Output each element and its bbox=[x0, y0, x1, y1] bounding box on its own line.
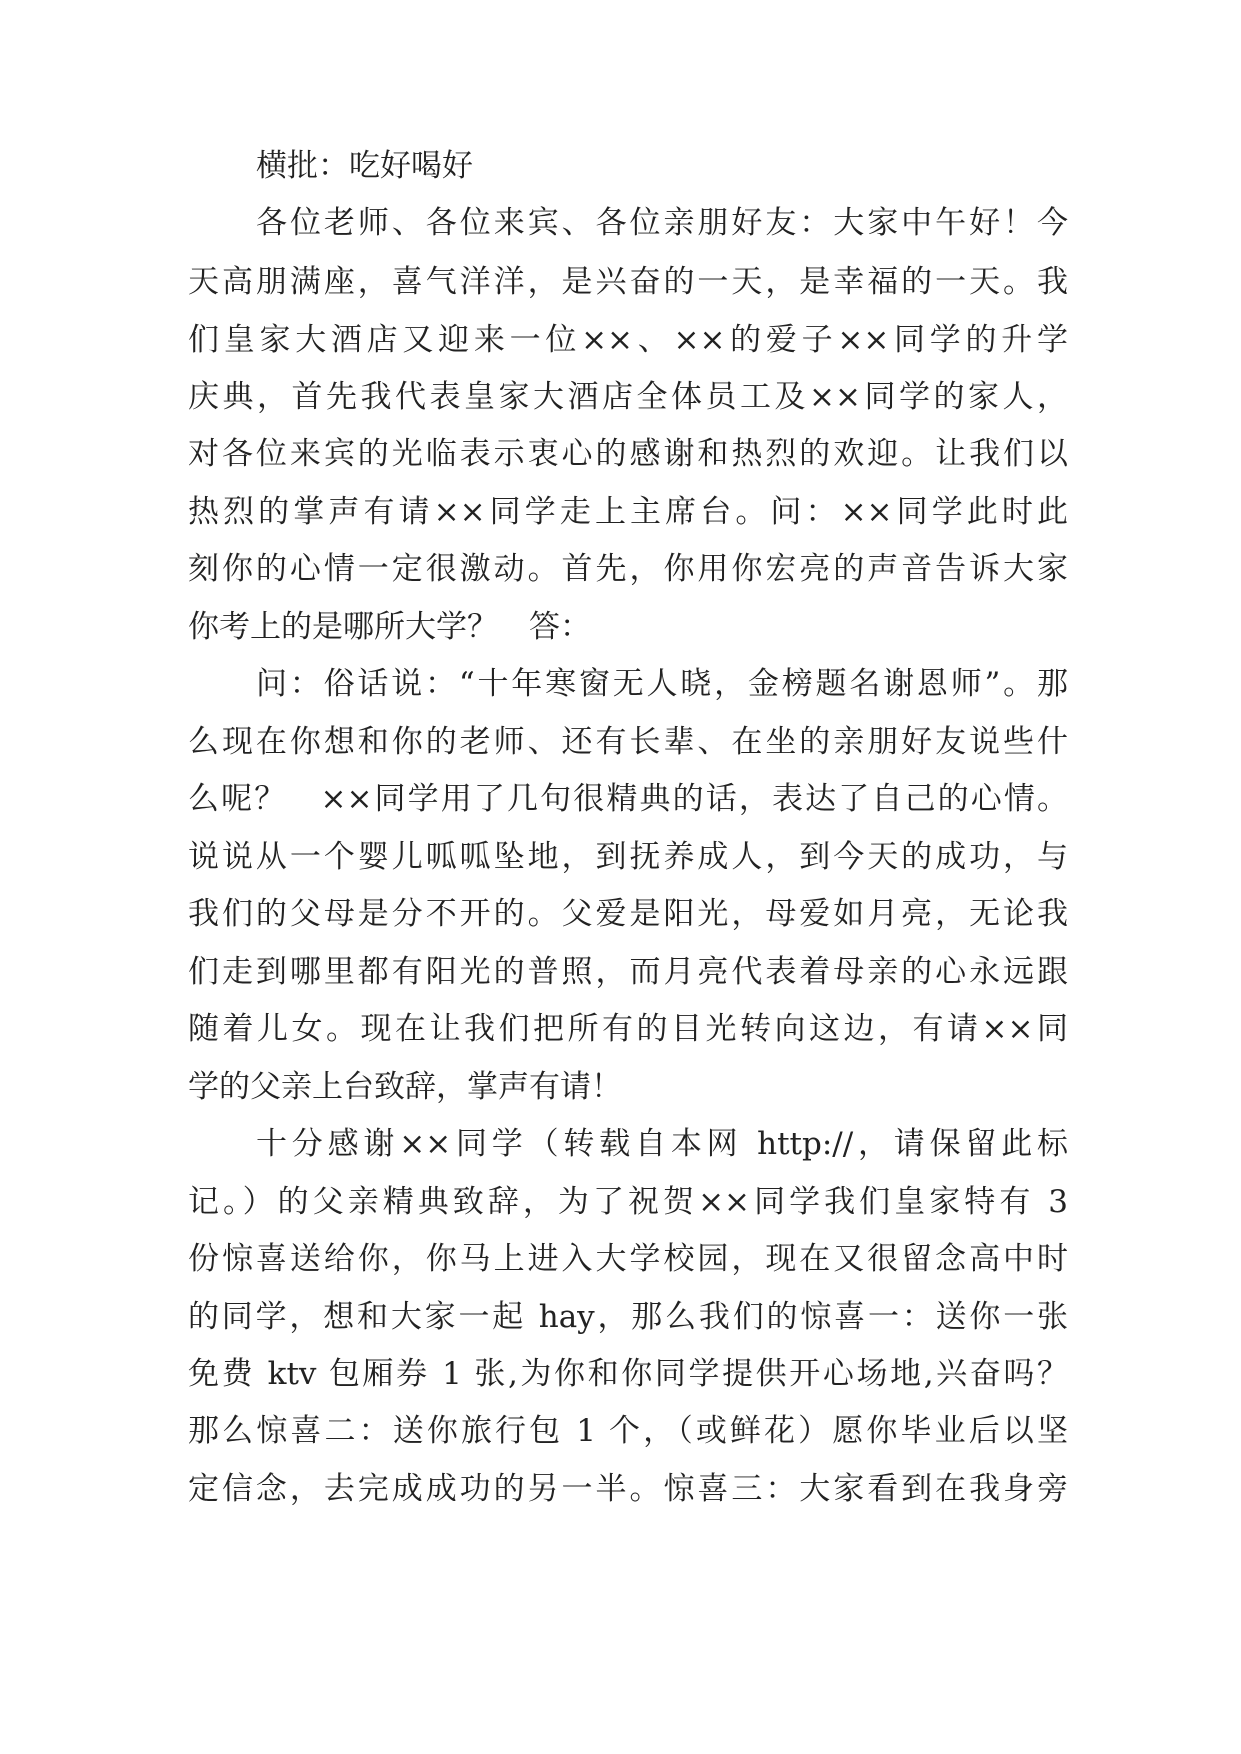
text-line: 们走到哪里都有阳光的普照，而月亮代表着母亲的心永远跟 bbox=[188, 954, 1068, 990]
text-line: 么现在你想和你的老师、还有长辈、在坐的亲朋好友说些什 bbox=[188, 724, 1068, 760]
text-line: 各位老师、各位来宾、各位亲朋好友：大家中午好！今 bbox=[256, 205, 1068, 241]
text-line: 份惊喜送给你，你马上进入大学校园，现在又很留念高中时 bbox=[188, 1241, 1068, 1277]
text-line: 庆典，首先我代表皇家大酒店全体员工及××同学的家人， bbox=[188, 379, 1068, 415]
text-line: 随着儿女。现在让我们把所有的目光转向这边，有请××同 bbox=[188, 1011, 1068, 1047]
text-line: 对各位来宾的光临表示衷心的感谢和热烈的欢迎。让我们以 bbox=[188, 436, 1068, 472]
text-line: 定信念，去完成成功的另一半。惊喜三：大家看到在我身旁 bbox=[188, 1471, 1068, 1507]
text-line: 的同学，想和大家一起 hay，那么我们的惊喜一：送你一张 bbox=[188, 1299, 1068, 1335]
text-line: 学的父亲上台致辞，掌声有请！ bbox=[188, 1069, 622, 1105]
text-line: 你考上的是哪所大学？ 答： bbox=[188, 609, 591, 645]
text-line: 问：俗话说：“十年寒窗无人晓，金榜题名谢恩师”。那 bbox=[256, 666, 1068, 702]
text-line: 十分感谢××同学（转载自本网 http://，请保留此标 bbox=[256, 1126, 1068, 1162]
text-line: 么呢？ ××同学用了几句很精典的话，表达了自己的心情。 bbox=[188, 781, 1068, 817]
text-line: 说说从一个婴儿呱呱坠地，到抚养成人，到今天的成功，与 bbox=[188, 839, 1068, 875]
text-line: 记。）的父亲精典致辞，为了祝贺××同学我们皇家特有 3 bbox=[188, 1184, 1068, 1220]
text-line: 们皇家大酒店又迎来一位××、××的爱子××同学的升学 bbox=[188, 322, 1068, 358]
text-line: 那么惊喜二：送你旅行包 1 个，（或鲜花）愿你毕业后以坚 bbox=[188, 1413, 1068, 1449]
text-line: 刻你的心情一定很激动。首先，你用你宏亮的声音告诉大家 bbox=[188, 551, 1068, 587]
text-line: 横批：吃好喝好 bbox=[256, 148, 473, 184]
text-line: 热烈的掌声有请××同学走上主席台。问：××同学此时此 bbox=[188, 494, 1068, 530]
text-line: 天高朋满座，喜气洋洋，是兴奋的一天，是幸福的一天。我 bbox=[188, 264, 1068, 300]
text-line: 我们的父母是分不开的。父爱是阳光，母爱如月亮，无论我 bbox=[188, 896, 1068, 932]
text-line: 免费 ktv 包厢券 1 张,为你和你同学提供开心场地,兴奋吗？ bbox=[188, 1356, 1068, 1392]
